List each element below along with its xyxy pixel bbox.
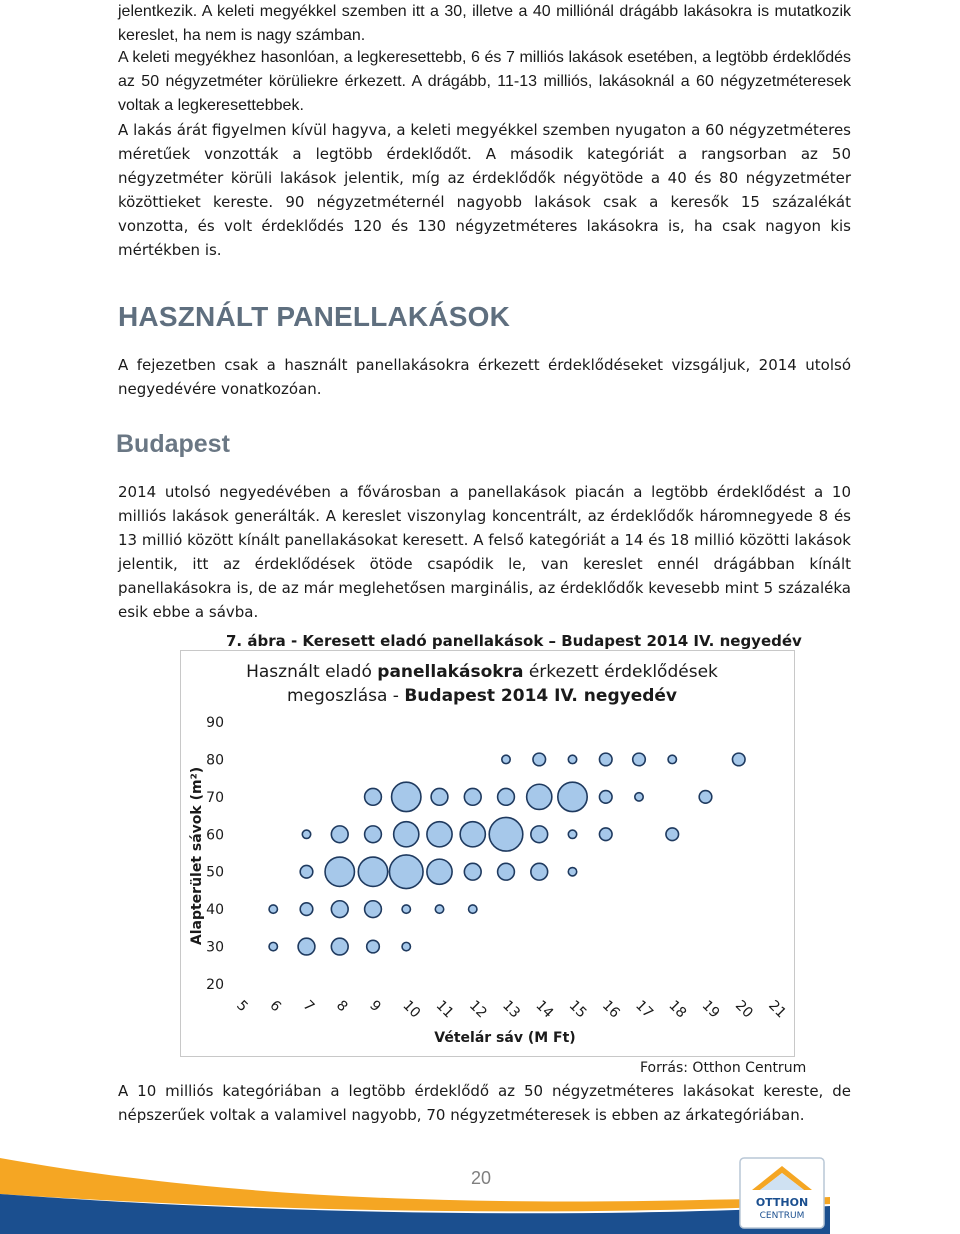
chart-title (0, 660, 960, 708)
x-tick-label: 15 (565, 997, 590, 1022)
chart-title-l1-post: érkezett érdeklődések (523, 662, 718, 682)
x-tick-label: 17 (632, 997, 657, 1022)
x-tick-label: 11 (432, 997, 457, 1022)
x-tick-label: 10 (399, 997, 424, 1022)
y-tick-label: 70 (206, 789, 224, 806)
y-tick-label: 40 (206, 902, 224, 919)
x-tick-label: 19 (698, 997, 723, 1022)
x-tick-label: 7 (299, 997, 318, 1016)
chart-title-l2-bold: Budapest 2014 IV. negyedév (404, 686, 677, 706)
y-tick-label: 20 (206, 977, 224, 993)
y-tick-label: 30 (206, 939, 224, 956)
x-tick-label: 16 (598, 997, 623, 1022)
paragraph-nyugat: A lakás árát figyelmen kívül hagyva, a keleti megyékkel szemben nyugaton a 60 négyzetméteres méretűek vonzották a legtöbb érdeklődőt. A második kategóriát a rangsorban az 50 négyzetméter körüli lakások jelentik, míg az érdeklődők négyötöde a 40 és 80 négyzetméter közöttieket kereste. 90 négyzetméternél nagyobb lakások csak a keresők 15 százalékát vonzotta, és volt érdeklődés 120 és 130 négyzetméteres lakásokra is, ha csak nagyon kis mértékben is. (118, 121, 851, 259)
x-tick-label: 20 (731, 997, 756, 1022)
section-title: HASZNÁLT PANELLAKÁSOK (118, 301, 511, 332)
y-tick-label: 50 (206, 864, 224, 881)
logo-line2: CENTRUM (759, 1211, 805, 1221)
x-tick-label: 12 (465, 997, 490, 1022)
otthon-centrum-logo (738, 1156, 828, 1232)
x-tick-label: 18 (665, 997, 690, 1022)
y-tick-label: 60 (206, 827, 224, 844)
subsection-text: 2014 utolsó negyedévében a fővárosban a panellakások piacán a legtöbb érdeklődést a 10 milliós lakások generálták. A kereslet viszonylag koncentrált, az érdeklődők háromnegyede 8 és 13 millió között kínált panellakásokat keresett. A felső kategóriát a 14 és 18 millió közötti lakások jelentik, itt az érdeklődések ötöde csapódik le, van kereslet ennél drágábban kínált panellakásokra is, de az már meglehetősen marginális, az érdeklődők kevesebb mint 5 százaléka esik ebbe a sávba. (118, 483, 851, 621)
paragraph-keleti: A keleti megyékhez hasonlóan, a legkeresettebb, 6 és 7 milliós lakások esetében, a legtöbb érdeklődés az 50 négyzetméter körüliekre érkezett. A drágább, 11-13 milliós, lakásoknál a 60 négyzetméteresek voltak a legkeresettebbek. (118, 49, 851, 114)
y-tick-label: 90 (206, 715, 224, 731)
x-tick-label: 9 (366, 997, 384, 1016)
y-axis-label: Alapterület sávok (m²) (189, 766, 205, 946)
chart-title-l1-bold: panellakásokra (377, 662, 524, 682)
y-tick-label: 80 (206, 752, 224, 769)
paragraph-closing: A 10 milliós kategóriában a legtöbb érdeklődő az 50 négyzetméteres lakásokat kereste, de népszerűek voltak a valamivel nagyobb, 70 négyzetméteresek is ebben az árkategóriában. (118, 1082, 851, 1124)
subsection-title: Budapest (116, 430, 230, 458)
x-tick-label: 21 (765, 997, 790, 1022)
x-tick-label: 14 (532, 997, 557, 1022)
x-tick-label: 13 (499, 997, 524, 1022)
logo-line1: OTTHON (755, 1196, 809, 1209)
x-tick-label: 8 (332, 997, 351, 1016)
chart-title-l1-pre: Használt eladó (246, 662, 378, 682)
section-intro: A fejezetben csak a használt panellakásokra érkezett érdeklődéseket vizsgáljuk, 2014 utolsó negyedévére vonatkozóan. (118, 356, 851, 398)
source-note: Forrás: Otthon Centrum (640, 1060, 807, 1076)
x-axis-label: Vételár sáv (M Ft) (434, 1030, 576, 1046)
figure-caption: 7. ábra - Keresett eladó panellakások – Budapest 2014 IV. negyedév (226, 632, 802, 650)
page-number: 20 (471, 1168, 492, 1188)
x-tick-label: 6 (266, 997, 285, 1016)
chart-title-l2-pre: megoszlása - (286, 686, 405, 706)
paragraph-continuation: jelentkezik. A keleti megyékkel szemben itt a 30, illetve a 40 milliónál drágább lakásokra is mutatkozik kereslet, ha nem is nagy számban. (118, 3, 851, 44)
chart-frame (180, 650, 795, 1057)
x-tick-label: 5 (233, 997, 251, 1016)
